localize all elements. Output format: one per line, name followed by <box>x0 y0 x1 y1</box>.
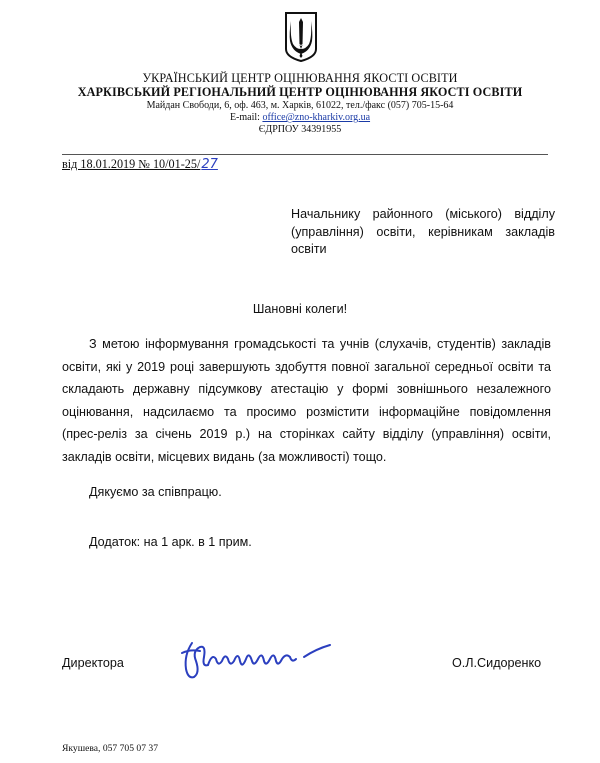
signatory-title: Директора <box>62 656 124 670</box>
attachment-note: Додаток: на 1 арк. в 1 прим. <box>89 535 252 549</box>
email-label: E-mail: <box>229 112 263 123</box>
org-name: ХАРКІВСЬКИЙ РЕГІОНАЛЬНИЙ ЦЕНТР ОЦІНЮВАННЯ ЯКОСТІ ОСВІТИ <box>77 85 523 99</box>
trident-emblem-icon <box>284 11 318 63</box>
reference-handwritten-number: 27 <box>201 157 218 172</box>
email-link[interactable]: office@zno-kharkiv.org.ua <box>262 112 371 123</box>
letter-body: З метою інформування громадськості та учнів (слухачів, студентів) закладів освіти, які у 2019 році завершують здобуття повної загальної середньої освіти та складають державну підсумкову атестацію у формі зовнішнього незалежного оцінювання, надсилаємо та просимо розмістити інформаційне повідомлення (прес-реліз за січень 2019 р.) на сторінках сайту відділу (управління) освіти, закладів освіти, місцевих видань (за можливості) тощо. <box>62 337 551 464</box>
org-code: ЄДРПОУ 34391955 <box>258 124 342 135</box>
org-email-line <box>0 112 600 123</box>
header-divider <box>62 154 548 155</box>
greeting: Шановні колеги! <box>252 302 348 316</box>
thanks-line: Дякуємо за співпрацю. <box>89 485 222 499</box>
document-reference <box>62 157 218 172</box>
org-parent-name: УКРАЇНСЬКИЙ ЦЕНТР ОЦІНЮВАННЯ ЯКОСТІ ОСВІТИ <box>142 71 458 85</box>
addressee: Начальнику районного (міського) відділу (управління) освіти, керівникам закладів освіти <box>291 207 555 256</box>
handwritten-signature-icon <box>170 633 360 689</box>
reference-printed: від 18.01.2019 № 10/01-25/ <box>62 157 201 171</box>
signatory-name: О.Л.Сидоренко <box>452 656 542 670</box>
org-address: Майдан Свободи, 6, оф. 463, м. Харків, 61022, тел./факс (057) 705-15-64 <box>146 100 454 111</box>
executor-contact: Якушева, 057 705 07 37 <box>62 743 158 754</box>
